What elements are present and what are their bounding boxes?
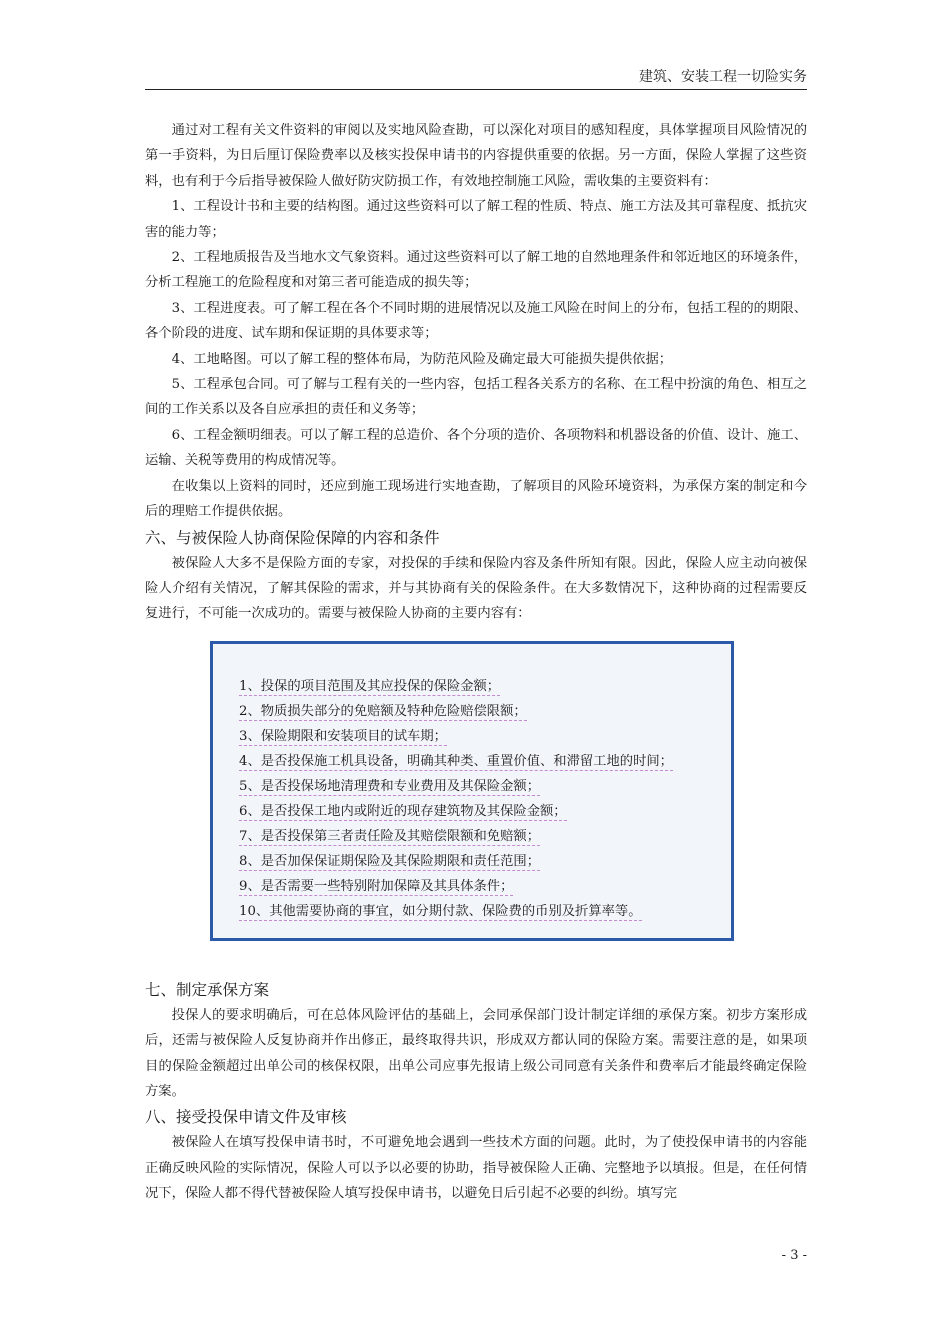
list-item: 6、是否投保工地内或附近的现存建筑物及其保险金额； [239,803,567,819]
list-item: 2、物质损失部分的免赔额及特种危险赔偿限额； [239,703,527,719]
section-7-paragraph: 投保人的要求明确后，可在总体风险评估的基础上，会同承保部门设计制定详细的承保方案。初步方案形成后，还需与被保险人反复协商并作出修正，最终取得共识，形成双方都认同的保险方案。需要注意的是，如果项目的保险金额超过出单公司的核保权限，出单公司应事先报请上级公司同意有关条件和费率后才能最终确定保险方案。 [145,1007,807,1099]
section-7-heading: 七、制定承保方案 [145,980,270,999]
section-6-heading: 六、与被保险人协商保险保障的内容和条件 [145,528,440,547]
intro-item-1: 1、工程设计书和主要的结构图。通过这些资料可以了解工程的性质、特点、施工方法及其可靠程度、抵抗灾害的能力等； [145,199,807,240]
list-item: 9、是否需要一些特别附加保障及其具体条件； [239,878,514,894]
section-8-paragraph: 被保险人在填写投保申请书时，不可避免地会遇到一些技术方面的问题。此时，为了使投保申请书的内容能正确反映风险的实际情况，保险人可以予以必要的协助，指导被保险人正确、完整地予以填报。但是，在任何情况下，保险人都不得代替被保险人填写投保申请书，以避免日后引起不必要的纠纷。填写完 [145,1135,807,1202]
page-number: - 3 - [781,1248,807,1263]
header-rule [145,89,807,90]
list-item: 7、是否投保第三者责任险及其赔偿限额和免赔额； [239,828,540,844]
list-item: 8、是否加保保证期保险及其保险期限和责任范围； [239,853,540,869]
section-6-paragraph: 被保险人大多不是保险方面的专家，对投保的手续和保险内容及条件所知有限。因此，保险人应主动向被保险人介绍有关情况，了解其保险的需求，并与其协商有关的保险条件。在大多数情况下，这种协商的过程需要反复进行，不可能一次成功的。需要与被保险人协商的主要内容有： [145,555,807,622]
negotiation-items-list [239,674,731,924]
section-8-heading: 八、接受投保申请文件及审核 [145,1108,347,1127]
list-item: 5、是否投保场地清理费和专业费用及其保险金额； [239,778,540,794]
intro-item-4: 4、工地略图。可以了解工程的整体布局，为防范风险及确定最大可能损失提供依据； [171,351,673,367]
list-item: 1、投保的项目范围及其应投保的保险金额； [239,678,501,694]
intro-item-5: 5、工程承包合同。可了解与工程有关的一些内容，包括工程各关系方的名称、在工程中扮演的角色、相互之间的工作关系以及各自应承担的责任和义务等； [145,377,807,418]
list-item: 10、其他需要协商的事宜，如分期付款、保险费的币别及折算率等。 [239,903,642,919]
intro-item-2: 2、工程地质报告及当地水文气象资料。通过这些资料可以了解工地的自然地理条件和邻近地区的环境条件，分析工程施工的危险程度和对第三者可能造成的损失等； [145,250,807,291]
intro-paragraph: 通过对工程有关文件资料的审阅以及实地风险查勘，可以深化对项目的感知程度，具体掌握项目风险情况的第一手资料，为日后厘订保险费率以及核实投保申请书的内容提供重要的依据。另一方面，保险人掌握了这些资料，也有利于今后指导被保险人做好防灾防损工作，有效地控制施工风险，需收集的主要资料有： [145,123,807,189]
list-item: 4、是否投保施工机具设备，明确其种类、重置价值、和滞留工地的时间； [239,753,673,769]
intro-item-3: 3、工程进度表。可了解工程在各个不同时期的进展情况以及施工风险在时间上的分布，包括工程的的期限、各个阶段的进度、试车期和保证期的具体要求等； [145,300,807,342]
intro-item-6: 6、工程金额明细表。可以了解工程的总造价、各个分项的造价、各项物料和机器设备的价值、设计、施工、运输、关税等费用的构成情况等。 [145,427,807,469]
page-body [145,118,807,1207]
negotiation-items-box [210,641,734,941]
running-header: 建筑、安装工程一切险实务 [639,69,807,85]
intro-closing-paragraph: 在收集以上资料的同时，还应到施工现场进行实地查勘，了解项目的风险环境资料，为承保方案的制定和今后的理赔工作提供依据。 [145,478,807,520]
negotiation-box-wrapper [210,641,740,941]
list-item: 3、保险期限和安装项目的试车期； [239,728,447,744]
